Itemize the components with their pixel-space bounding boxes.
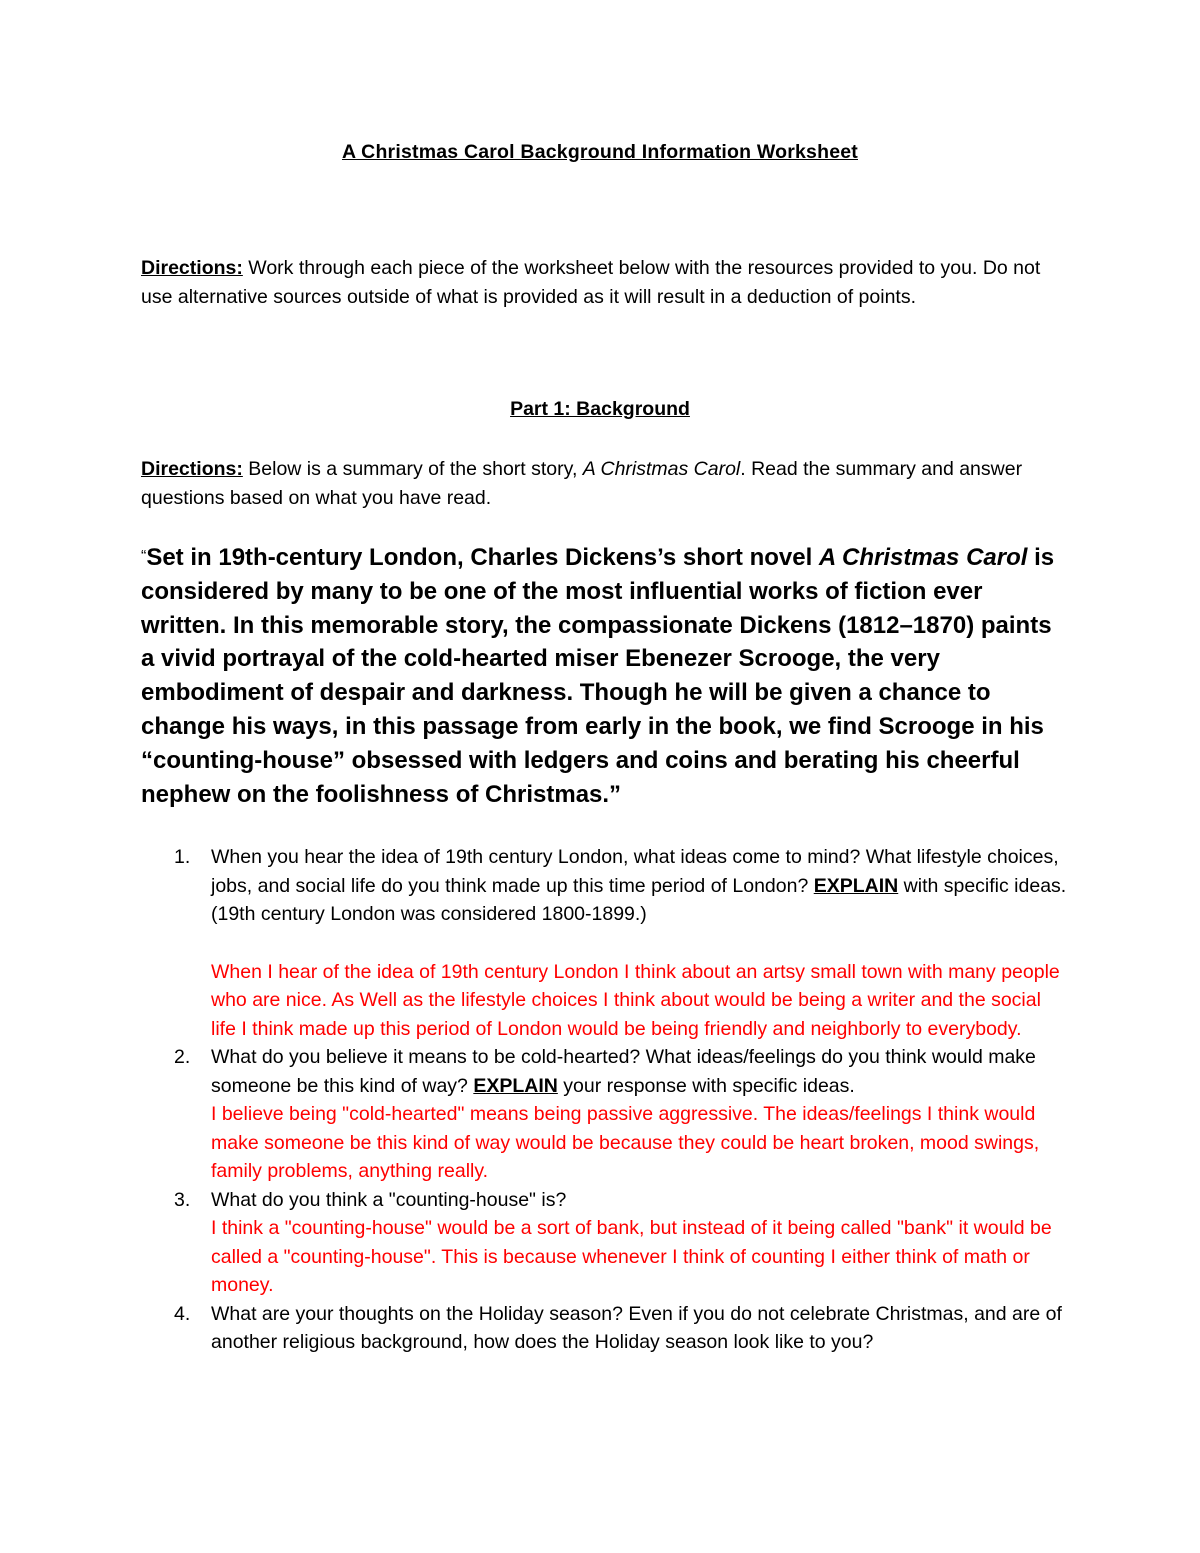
question-number: 2. — [174, 1046, 191, 1068]
part1-directions-book-title: A Christmas Carol — [582, 458, 741, 480]
question-item — [141, 843, 1071, 1043]
student-answer: When I hear of the idea of 19th century London I think about an artsy small town with many people who are nice. As Well as the lifestyle choices I think about would be being a writer and the social life I think made up this period of London would be being friendly and neighborly to everybody. — [211, 960, 1060, 1040]
question-text-before: When you hear the idea of 19th century London, what ideas come to mind? What lifestyle choices, jobs, and social life do you think made up this time period of London? — [211, 846, 1059, 897]
part1-directions — [141, 455, 1071, 513]
question-text-before: What are your thoughts on the Holiday season? Even if you do not celebrate Christmas, and are of another religious background, how does the Holiday season look like to you? — [211, 1302, 1062, 1353]
question-number: 3. — [174, 1188, 191, 1211]
part1-directions-before: Below is a summary of the short story, — [242, 458, 583, 480]
question-item — [141, 1186, 1071, 1300]
summary-quote-open: “ — [141, 548, 147, 565]
question-number: 4. — [174, 1302, 191, 1325]
question-emphasis: EXPLAIN — [473, 1074, 558, 1097]
part1-directions-label: Directions: — [141, 458, 243, 480]
question-number: 1. — [174, 846, 191, 868]
summary-quote-book-title: A Christmas Carol — [818, 544, 1028, 571]
intro-directions — [141, 254, 1071, 312]
summary-quote-after: is considered by many to be one of the most influential works of fiction ever written. In this memorable story, the compassionate Dickens (1812–1870) paints a vivid portrayal of the cold-hearted miser Ebenezer Scrooge, the very embodiment of despair and darkness. Though he will be given a chance to change his ways, in this passage from early in the book, we find Scrooge in his “counting-house” obsessed with ledgers and coins and berating his cheerful nephew on the foolishness of Christmas.” — [141, 544, 1055, 808]
question-item — [141, 1043, 1071, 1186]
question-text — [211, 843, 1071, 929]
question-text — [211, 1300, 1071, 1357]
question-text-before: What do you believe it means to be cold-hearted? What ideas/feelings do you think would make someone be this kind of way? — [211, 1046, 1036, 1097]
intro-directions-label: Directions: — [141, 257, 243, 279]
part1-heading: Part 1: Background — [510, 398, 690, 420]
question-item — [141, 1300, 1071, 1357]
student-answer: I believe being "cold-hearted" means being passive aggressive. The ideas/feelings I think would make someone be this kind of way would be because they could be heart broken, mood swings, family problems, anything really. — [211, 1103, 1040, 1182]
summary-quote — [141, 540, 1071, 811]
worksheet-title: A Christmas Carol Background Information Worksheet — [341, 141, 858, 163]
student-answer: I think a "counting-house" would be a sort of bank, but instead of it being called "bank" it would be called a "counting-house". This is because whenever I think of counting I either think of math or money. — [211, 1217, 1052, 1296]
question-text-before: What do you think a "counting-house" is? — [211, 1188, 567, 1211]
part1-directions-after: . Read the summary and answer questions based on what you have read. — [141, 458, 1023, 509]
question-text-after: your response with specific ideas. — [557, 1074, 855, 1097]
question-text — [211, 1186, 1071, 1215]
intro-directions-text: Work through each piece of the worksheet below with the resources provided to you. Do not use alternative sources outside of what is provided as it will result in a deduction of points. — [141, 257, 1041, 308]
question-list — [141, 843, 1071, 1357]
question-emphasis: EXPLAIN — [813, 874, 899, 897]
summary-quote-before: Set in 19th-century London, Charles Dickens’s short novel — [146, 544, 819, 571]
question-text-after: with specific ideas. (19th century London was considered 1800-1899.) — [211, 874, 1067, 925]
question-text — [211, 1043, 1071, 1100]
